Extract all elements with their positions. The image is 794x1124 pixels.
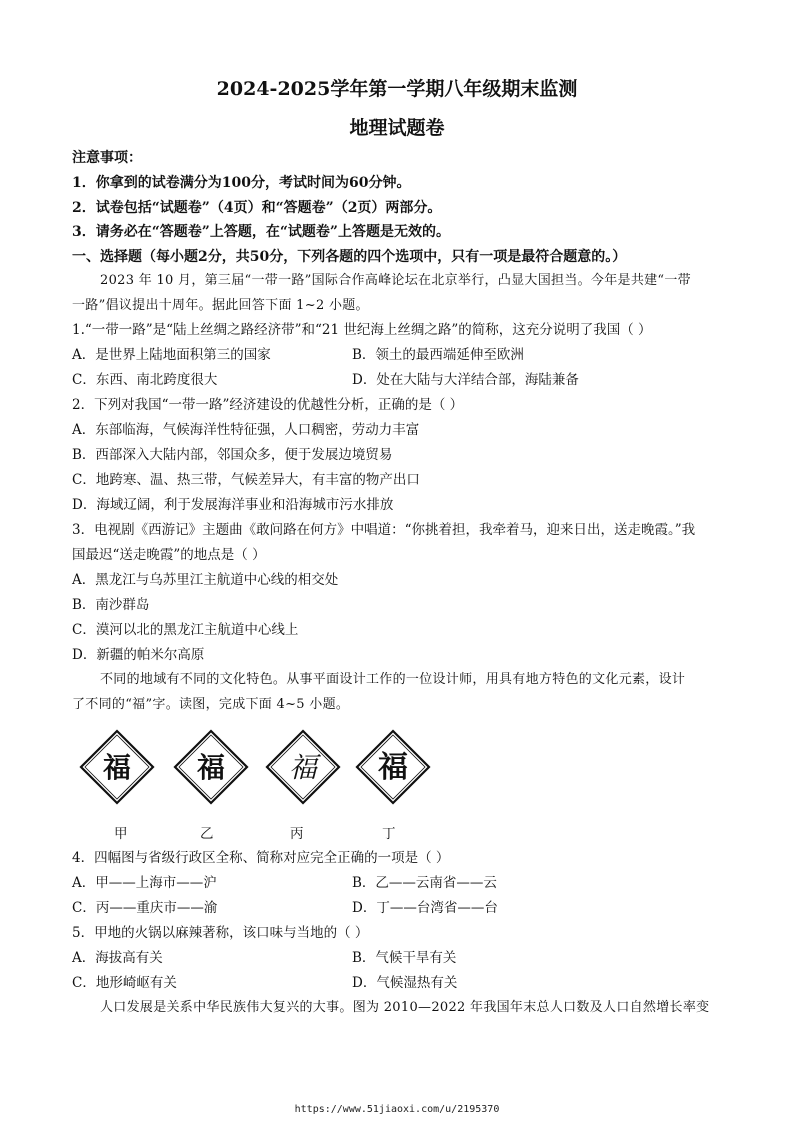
figure-label-bing: 丙 [290, 826, 304, 842]
q5-option-a: A．海拔高有关 [72, 950, 163, 966]
q5-option-d: D．气候湿热有关 [352, 975, 458, 991]
passage2-line2: 了不同的“福”字。读图，完成下面 4~5 小题。 [72, 697, 350, 712]
fu-diamond-icon [172, 728, 250, 806]
figure-ding-glyph: 福 [378, 750, 408, 785]
q1-option-b: B．领土的最西端延伸至欧洲 [352, 347, 524, 363]
q3-option-a: A．黑龙江与乌苏里江主航道中心线的相交处 [72, 572, 339, 588]
q2-option-c: C．地跨寒、温、热三带，气候差异大，有丰富的物产出口 [72, 472, 420, 488]
q1-option-d: D．处在大陆与大洋结合部，海陆兼备 [352, 372, 579, 388]
q4-option-d: D．丁——台湾省——台 [352, 900, 498, 916]
note-item-2: 2．试卷包括“试题卷”（4页）和“答题卷”（2页）两部分。 [72, 200, 442, 216]
q2-option-d: D．海域辽阔，利于发展海洋事业和沿海城市污水排放 [72, 497, 394, 513]
figure-bing-glyph: 福 [288, 751, 318, 784]
passage1-line1: 2023 年 10 月，第三届“一带一路”国际合作高峰论坛在北京举行，凸显大国担当。今年是共建“一带 [100, 273, 691, 288]
figure-yi [172, 728, 250, 806]
footer-url: https://www.51jiaoxi.com/u/2195370 [294, 1104, 500, 1115]
q5-option-b: B．气候干旱有关 [352, 950, 457, 966]
q3-option-c: C．漠河以北的黑龙江主航道中心线上 [72, 622, 299, 638]
figure-yi-glyph: 福 [196, 751, 226, 784]
q3-stem-line2: 国最迟“送走晚霞”的地点是（ ） [72, 547, 266, 563]
fu-diamond-icon [354, 728, 432, 806]
passage1-line2: 一路”倡议提出十周年。据此回答下面 1~2 小题。 [72, 298, 369, 313]
q3-option-d: D．新疆的帕米尔高原 [72, 647, 205, 663]
figure-label-ding: 丁 [382, 826, 396, 842]
q1-option-c: C．东西、南北跨度很大 [72, 372, 218, 388]
note-item-3: 3．请务必在“答题卷”上答题，在“试题卷”上答题是无效的。 [72, 224, 450, 240]
fu-character-figures [78, 728, 438, 848]
figure-jia [78, 728, 156, 806]
note-item-1: 1．你拿到的试卷满分为100分，考试时间为60分钟。 [72, 175, 411, 191]
q5-stem: 5．甲地的火锅以麻辣著称，该口味与当地的（ ） [72, 925, 369, 941]
q4-option-a: A．甲——上海市——沪 [72, 875, 217, 891]
q3-option-b: B．南沙群岛 [72, 597, 150, 613]
q2-option-b: B．西部深入大陆内部，邻国众多，便于发展边境贸易 [72, 447, 393, 463]
figure-label-yi: 乙 [200, 826, 214, 842]
fu-diamond-icon [264, 728, 342, 806]
notes-heading: 注意事项： [72, 150, 142, 166]
section1-heading: 一、选择题（每小题2分，共50分，下列各题的四个选项中，只有一项是最符合题意的。） [72, 249, 627, 265]
figure-jia-glyph: 福 [102, 751, 132, 784]
q2-stem: 2．下列对我国“一带一路”经济建设的优越性分析，正确的是（ ） [72, 397, 464, 413]
fu-diamond-icon [78, 728, 156, 806]
exam-subtitle: 地理试题卷 [349, 117, 445, 139]
passage2-line1: 不同的地域有不同的文化特色。从事平面设计工作的一位设计师，用具有地方特色的文化元素，设计 [100, 672, 686, 687]
figure-bing [264, 728, 342, 806]
q5-option-c: C．地形崎岖有关 [72, 975, 177, 991]
q4-option-b: B．乙——云南省——云 [352, 875, 497, 891]
q2-option-a: A．东部临海，气候海洋性特征强，人口稠密，劳动力丰富 [72, 422, 420, 438]
q1-option-a: A．是世界上陆地面积第三的国家 [72, 347, 271, 363]
passage3-line1: 人口发展是关系中华民族伟大复兴的大事。图为 2010—2022 年我国年末总人口数及人口自然增长率变 [100, 1000, 710, 1015]
q4-stem: 4．四幅图与省级行政区全称、简称对应完全正确的一项是（ ） [72, 850, 450, 866]
q4-option-c: C．丙——重庆市——渝 [72, 900, 218, 916]
figure-ding [354, 728, 432, 806]
q3-stem-line1: 3．电视剧《西游记》主题曲《敢问路在何方》中唱道：“你挑着担，我牵着马，迎来日出，送走晚霞。”我 [72, 522, 696, 538]
figure-label-jia: 甲 [114, 826, 128, 842]
q1-stem: 1.“一带一路”是“陆上丝绸之路经济带”和“21 世纪海上丝绸之路”的简称，这充分说明了我国（ ） [72, 322, 652, 338]
exam-title: 2024-2025学年第一学期八年级期末监测 [216, 78, 578, 100]
